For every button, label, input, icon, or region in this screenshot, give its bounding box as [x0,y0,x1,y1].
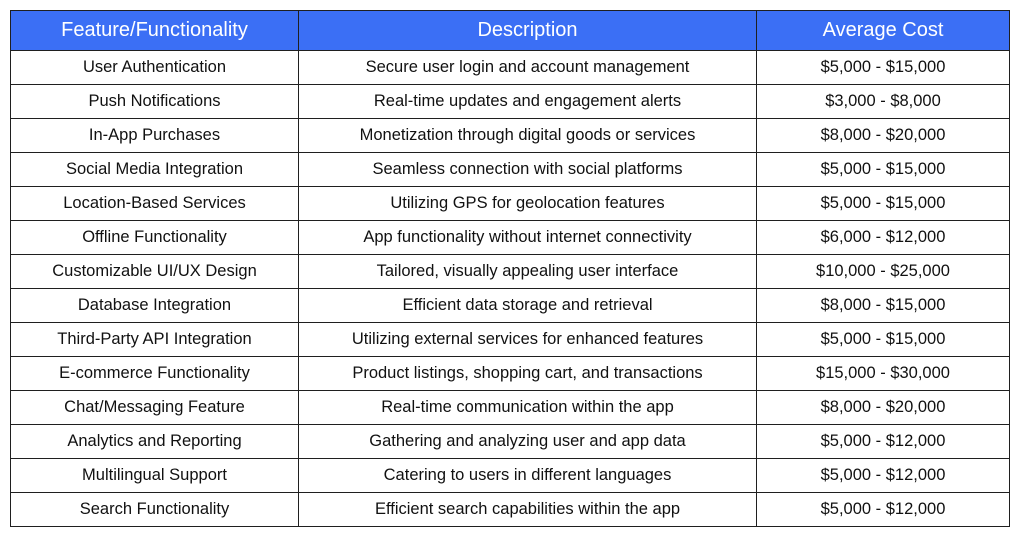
cell-description: Real-time communication within the app [299,391,757,425]
cell-cost: $5,000 - $12,000 [757,493,1010,527]
cell-description: Seamless connection with social platforms [299,153,757,187]
cell-description: Secure user login and account management [299,51,757,85]
table-row [11,221,1010,255]
cell-cost: $5,000 - $12,000 [757,459,1010,493]
cell-feature: E-commerce Functionality [11,357,299,391]
table-row [11,85,1010,119]
table-row [11,289,1010,323]
table-row [11,187,1010,221]
cell-feature: Push Notifications [11,85,299,119]
cell-description: Utilizing GPS for geolocation features [299,187,757,221]
cell-feature: Location-Based Services [11,187,299,221]
cell-cost: $8,000 - $15,000 [757,289,1010,323]
cell-description: Catering to users in different languages [299,459,757,493]
cell-description: Utilizing external services for enhanced features [299,323,757,357]
table-row [11,357,1010,391]
cell-description: Monetization through digital goods or services [299,119,757,153]
cell-cost: $3,000 - $8,000 [757,85,1010,119]
cell-description: Efficient search capabilities within the app [299,493,757,527]
table-header [11,11,1010,51]
cell-description: Product listings, shopping cart, and transactions [299,357,757,391]
header-feature: Feature/Functionality [11,11,299,51]
cell-cost: $6,000 - $12,000 [757,221,1010,255]
cell-cost: $5,000 - $15,000 [757,153,1010,187]
cost-table-container [10,10,1009,527]
feature-cost-table [10,10,1010,527]
cell-description: Efficient data storage and retrieval [299,289,757,323]
cell-cost: $5,000 - $12,000 [757,425,1010,459]
cell-feature: Multilingual Support [11,459,299,493]
table-row [11,425,1010,459]
table-row [11,493,1010,527]
cell-cost: $5,000 - $15,000 [757,323,1010,357]
header-average-cost: Average Cost [757,11,1010,51]
table-row [11,153,1010,187]
table-row [11,51,1010,85]
cell-cost: $5,000 - $15,000 [757,187,1010,221]
cell-feature: Analytics and Reporting [11,425,299,459]
cell-feature: Customizable UI/UX Design [11,255,299,289]
table-row [11,255,1010,289]
cell-feature: Chat/Messaging Feature [11,391,299,425]
cell-description: Tailored, visually appealing user interface [299,255,757,289]
cell-cost: $15,000 - $30,000 [757,357,1010,391]
table-row [11,391,1010,425]
table-row [11,119,1010,153]
cell-feature: Offline Functionality [11,221,299,255]
cell-feature: In-App Purchases [11,119,299,153]
header-row [11,11,1010,51]
table-row [11,459,1010,493]
cell-feature: Third-Party API Integration [11,323,299,357]
cell-cost: $8,000 - $20,000 [757,391,1010,425]
cell-feature: User Authentication [11,51,299,85]
cell-cost: $5,000 - $15,000 [757,51,1010,85]
table-row [11,323,1010,357]
cell-cost: $10,000 - $25,000 [757,255,1010,289]
cell-feature: Social Media Integration [11,153,299,187]
table-body [11,51,1010,527]
cell-description: Real-time updates and engagement alerts [299,85,757,119]
header-description: Description [299,11,757,51]
cell-feature: Search Functionality [11,493,299,527]
cell-description: Gathering and analyzing user and app data [299,425,757,459]
cell-description: App functionality without internet connectivity [299,221,757,255]
cell-cost: $8,000 - $20,000 [757,119,1010,153]
cell-feature: Database Integration [11,289,299,323]
